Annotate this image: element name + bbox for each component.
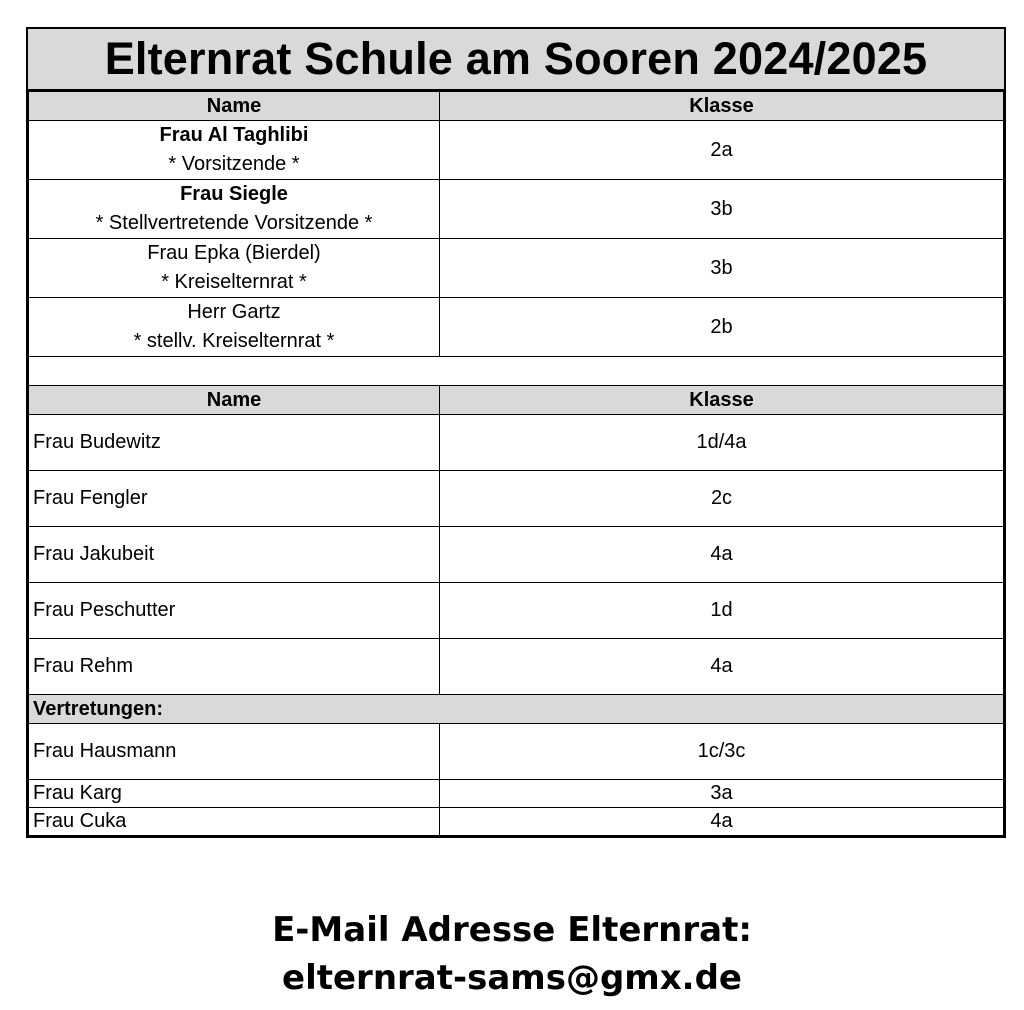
substitute-row	[29, 724, 1004, 780]
member-row	[29, 583, 1004, 639]
officer-row	[29, 239, 1004, 298]
substitute-name: Frau Karg	[29, 780, 440, 808]
spacer-row	[29, 357, 1004, 386]
officer-klasse: 2b	[440, 298, 1004, 357]
officer-name: Herr Gartz	[187, 301, 281, 323]
member-name: Frau Jakubeit	[29, 527, 440, 583]
officer-role: * Kreiselternrat *	[161, 271, 307, 293]
member-row	[29, 639, 1004, 695]
name-column-header: Name	[29, 386, 440, 415]
officer-name: Frau Al Taghlibi	[159, 124, 309, 146]
substitute-klasse: 1c/3c	[440, 724, 1004, 780]
klasse-column-header: Klasse	[440, 92, 1004, 121]
officer-klasse: 3b	[440, 180, 1004, 239]
officer-row	[29, 298, 1004, 357]
substitute-row	[29, 780, 1004, 808]
officer-role: * Vorsitzende *	[168, 153, 300, 175]
officers-header-row	[29, 92, 1004, 121]
spacer-cell	[29, 357, 1004, 386]
member-row	[29, 415, 1004, 471]
officer-name: Frau Epka (Bierdel)	[147, 242, 321, 264]
member-klasse: 2c	[440, 471, 1004, 527]
email-address: elternrat-sams@gmx.de	[282, 958, 742, 998]
officer-cell	[29, 121, 440, 180]
substitutes-header-row	[29, 695, 1004, 724]
member-name: Frau Peschutter	[29, 583, 440, 639]
member-name: Frau Budewitz	[29, 415, 440, 471]
substitute-row	[29, 808, 1004, 836]
officer-role: * stellv. Kreiselternrat *	[133, 330, 335, 352]
officer-role: * Stellvertretende Vorsitzende *	[95, 212, 373, 234]
member-name: Frau Fengler	[29, 471, 440, 527]
officer-cell	[29, 239, 440, 298]
member-klasse: 1d/4a	[440, 415, 1004, 471]
member-row	[29, 471, 1004, 527]
officer-row	[29, 121, 1004, 180]
substitute-klasse: 3a	[440, 780, 1004, 808]
klasse-column-header: Klasse	[440, 386, 1004, 415]
officer-cell	[29, 298, 440, 357]
name-column-header: Name	[29, 92, 440, 121]
officer-klasse: 3b	[440, 239, 1004, 298]
email-label: E-Mail Adresse Elternrat:	[272, 910, 752, 950]
member-row	[29, 527, 1004, 583]
member-name: Frau Rehm	[29, 639, 440, 695]
members-header-row	[29, 386, 1004, 415]
page-title: Elternrat Schule am Sooren 2024/2025	[28, 29, 1004, 91]
member-klasse: 4a	[440, 527, 1004, 583]
member-klasse: 1d	[440, 583, 1004, 639]
elternrat-sheet	[26, 27, 1006, 838]
officer-klasse: 2a	[440, 121, 1004, 180]
elternrat-table	[28, 91, 1004, 836]
officer-cell	[29, 180, 440, 239]
member-klasse: 4a	[440, 639, 1004, 695]
substitute-name: Frau Hausmann	[29, 724, 440, 780]
substitute-name: Frau Cuka	[29, 808, 440, 836]
officer-row	[29, 180, 1004, 239]
officer-name: Frau Siegle	[180, 183, 288, 205]
substitute-klasse: 4a	[440, 808, 1004, 836]
substitutes-label: Vertretungen:	[29, 695, 1004, 724]
